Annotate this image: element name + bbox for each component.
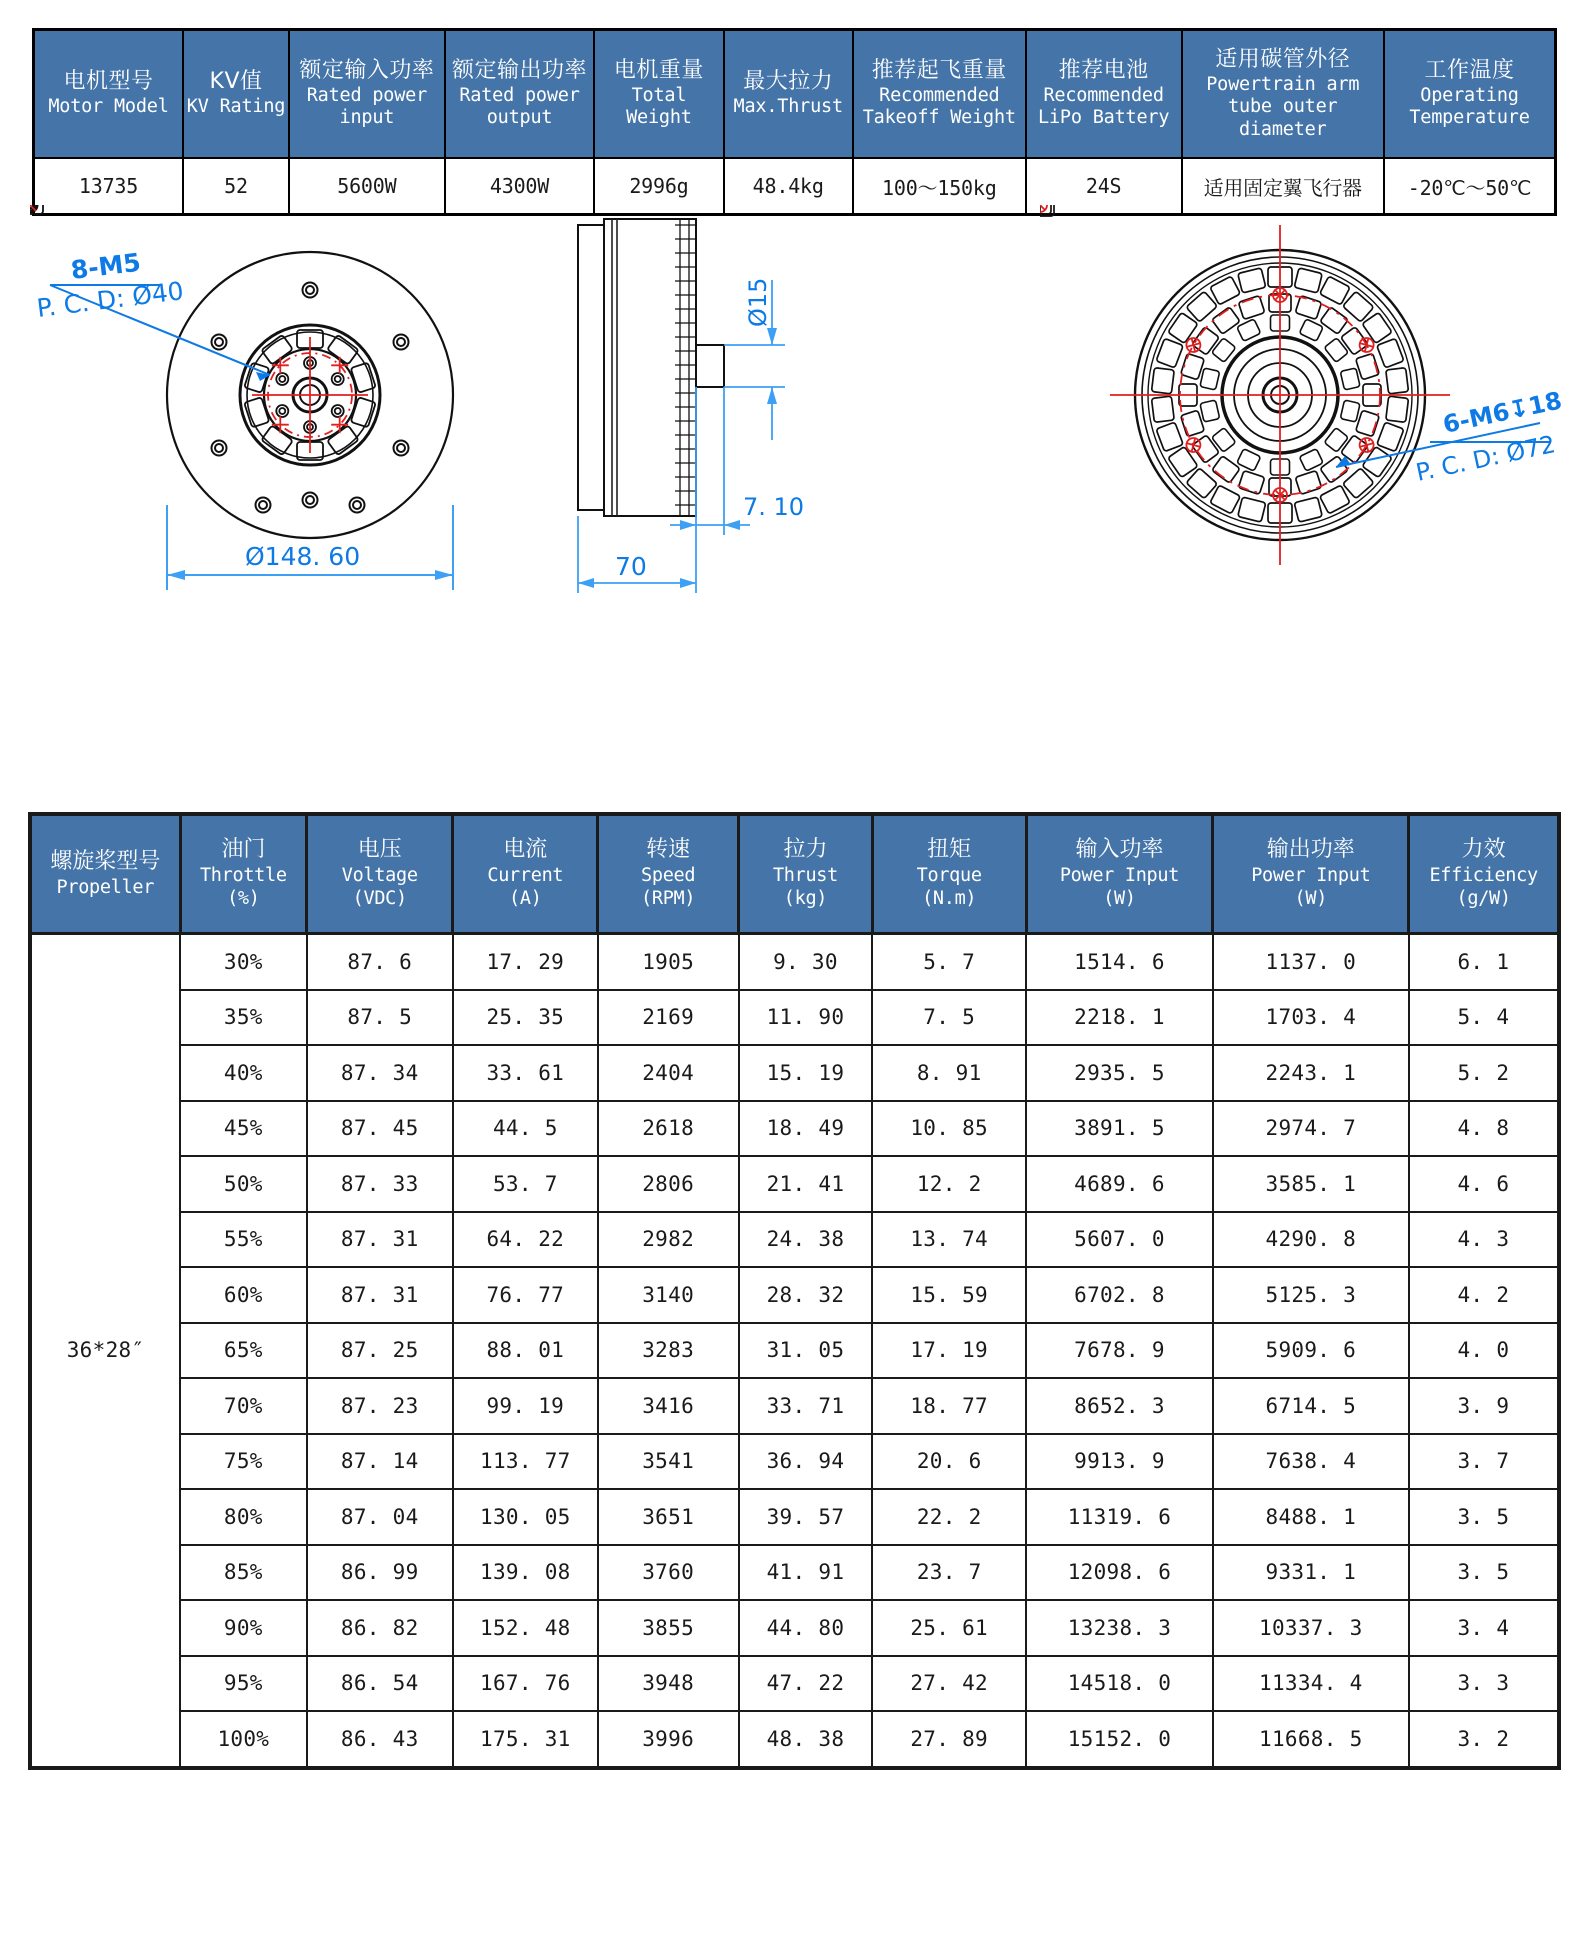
perf-cell-speed: 3541 — [598, 1434, 739, 1490]
perf-cell-efficiency: 3. 9 — [1409, 1378, 1559, 1434]
perf-header-en: Thrust — [772, 865, 838, 887]
perf-cell-torque: 20. 6 — [872, 1434, 1026, 1490]
specification-table-container — [32, 28, 1557, 216]
perf-header-unit: (VDC) — [352, 888, 407, 910]
spec-header-rated-power-input — [289, 30, 445, 159]
perf-cell-efficiency: 3. 4 — [1409, 1600, 1559, 1656]
perf-cell-efficiency: 4. 8 — [1409, 1101, 1559, 1157]
perf-cell-power-output: 11334. 4 — [1213, 1656, 1409, 1712]
perf-cell-throttle: 40% — [180, 1045, 306, 1101]
spec-header-kv-rating — [183, 30, 289, 159]
table-row — [30, 1600, 1559, 1656]
perf-cell-voltage: 87. 25 — [307, 1323, 453, 1379]
table-row — [30, 1434, 1559, 1490]
perf-cell-voltage: 87. 14 — [307, 1434, 453, 1490]
table-row — [30, 1101, 1559, 1157]
perf-cell-power-input: 9913. 9 — [1026, 1434, 1213, 1490]
table-row — [30, 934, 1559, 990]
spec-header-cn: KV值 — [209, 69, 263, 95]
perf-header-en: Torque — [916, 865, 982, 887]
spec-header-en: KV Rating — [186, 96, 286, 118]
perf-cell-throttle: 45% — [180, 1101, 306, 1157]
perf-cell-thrust: 48. 38 — [739, 1711, 873, 1768]
perf-cell-power-output: 3585. 1 — [1213, 1156, 1409, 1212]
spec-header-cn: 最大拉力 — [743, 69, 834, 95]
perf-cell-torque: 7. 5 — [872, 990, 1026, 1046]
perf-cell-power-input: 12098. 6 — [1026, 1545, 1213, 1601]
spec-header-en: LiPo Battery — [1038, 107, 1170, 129]
perf-cell-thrust: 21. 41 — [739, 1156, 873, 1212]
spec-header-en: Temperature — [1409, 107, 1530, 129]
perf-cell-current: 130. 05 — [453, 1489, 598, 1545]
table-row — [30, 1711, 1559, 1768]
perf-header-unit: (W) — [1294, 888, 1328, 910]
perf-cell-throttle: 95% — [180, 1656, 306, 1712]
spec-header-max-thrust — [724, 30, 853, 159]
perf-cell-current: 175. 31 — [453, 1711, 598, 1768]
callout-pcd-40: P. C. D: Ø40 — [35, 276, 186, 323]
perf-cell-speed: 3760 — [598, 1545, 739, 1601]
spec-header-en: Takeoff Weight — [862, 107, 1016, 129]
perf-cell-speed: 2982 — [598, 1212, 739, 1268]
perf-cell-speed: 3416 — [598, 1378, 739, 1434]
perf-cell-efficiency: 4. 6 — [1409, 1156, 1559, 1212]
perf-cell-speed: 3283 — [598, 1323, 739, 1379]
table-row — [30, 1378, 1559, 1434]
spec-header-operating-temperature — [1384, 30, 1555, 159]
perf-cell-current: 152. 48 — [453, 1600, 598, 1656]
table-row — [30, 1267, 1559, 1323]
perf-cell-voltage: 87. 31 — [307, 1212, 453, 1268]
perf-header-en: Voltage — [341, 865, 418, 887]
performance-table-container — [28, 812, 1561, 1770]
perf-cell-power-input: 3891. 5 — [1026, 1101, 1213, 1157]
perf-cell-power-output: 6714. 5 — [1213, 1378, 1409, 1434]
perf-cell-thrust: 15. 19 — [739, 1045, 873, 1101]
spec-value-motor-model: 13735 — [34, 158, 184, 215]
perf-header-voltage — [307, 814, 453, 934]
spec-header-cn: 工作温度 — [1424, 58, 1515, 84]
spec-header-en: tube outer — [1228, 96, 1338, 118]
spec-header-en: Recommended — [879, 84, 1000, 106]
perf-cell-torque: 12. 2 — [872, 1156, 1026, 1212]
spec-header-en: Total Weight — [626, 84, 692, 129]
perf-cell-power-output: 9331. 1 — [1213, 1545, 1409, 1601]
perf-header-en: Power Input — [1251, 865, 1371, 887]
perf-header-en: Current — [487, 865, 564, 887]
dimension-body-height: 70 — [615, 552, 647, 581]
perf-cell-power-input: 13238. 3 — [1026, 1600, 1213, 1656]
perf-cell-propeller: 36*28″ — [30, 934, 180, 1768]
perf-header-row — [30, 814, 1559, 934]
perf-cell-voltage: 87. 04 — [307, 1489, 453, 1545]
perf-header-cn: 输出功率 — [1266, 837, 1355, 863]
spec-header-en: input — [339, 107, 395, 129]
callout-6-m6: 6-M6↧18 — [1440, 386, 1565, 439]
dimension-overall-diameter: Ø148. 60 — [245, 542, 361, 571]
perf-cell-power-output: 5125. 3 — [1213, 1267, 1409, 1323]
perf-cell-torque: 18. 77 — [872, 1378, 1026, 1434]
technical-drawings-section — [0, 205, 1587, 805]
perf-cell-torque: 15. 59 — [872, 1267, 1026, 1323]
spec-value-lipo-battery: 24S — [1026, 158, 1182, 215]
perf-cell-power-input: 2218. 1 — [1026, 990, 1213, 1046]
perf-cell-throttle: 90% — [180, 1600, 306, 1656]
perf-cell-current: 167. 76 — [453, 1656, 598, 1712]
perf-cell-current: 88. 01 — [453, 1323, 598, 1379]
perf-header-en: Efficiency — [1429, 865, 1538, 887]
perf-header-cn: 油门 — [221, 837, 266, 863]
perf-cell-throttle: 55% — [180, 1212, 306, 1268]
perf-cell-voltage: 86. 82 — [307, 1600, 453, 1656]
perf-header-speed — [598, 814, 739, 934]
perf-cell-power-input: 5607. 0 — [1026, 1212, 1213, 1268]
drawing-top-view — [30, 205, 530, 735]
perf-header-unit: (%) — [227, 888, 260, 910]
perf-cell-voltage: 86. 43 — [307, 1711, 453, 1768]
perf-cell-efficiency: 3. 7 — [1409, 1434, 1559, 1490]
spec-header-motor-model — [34, 30, 184, 159]
perf-cell-throttle: 85% — [180, 1545, 306, 1601]
perf-header-en: Throttle — [199, 865, 287, 887]
spec-header-row — [34, 30, 1556, 159]
perf-cell-power-output: 4290. 8 — [1213, 1212, 1409, 1268]
spec-value-rated-power-input: 5600W — [289, 158, 445, 215]
perf-cell-power-input: 1514. 6 — [1026, 934, 1213, 990]
perf-cell-speed: 2618 — [598, 1101, 739, 1157]
perf-cell-power-input: 6702. 8 — [1026, 1267, 1213, 1323]
perf-cell-voltage: 87. 6 — [307, 934, 453, 990]
spec-header-en: Motor Model — [48, 96, 169, 118]
perf-cell-current: 17. 29 — [453, 934, 598, 990]
perf-cell-efficiency: 3. 2 — [1409, 1711, 1559, 1768]
perf-cell-power-output: 2974. 7 — [1213, 1101, 1409, 1157]
spec-header-arm-tube-diameter — [1182, 30, 1385, 159]
perf-cell-power-input: 14518. 0 — [1026, 1656, 1213, 1712]
perf-header-en: Speed — [641, 865, 696, 887]
perf-cell-torque: 8. 91 — [872, 1045, 1026, 1101]
perf-cell-current: 113. 77 — [453, 1434, 598, 1490]
perf-cell-power-input: 7678. 9 — [1026, 1323, 1213, 1379]
perf-cell-thrust: 41. 91 — [739, 1545, 873, 1601]
spec-header-cn: 适用碳管外径 — [1215, 46, 1351, 72]
perf-cell-torque: 27. 89 — [872, 1711, 1026, 1768]
perf-header-thrust — [739, 814, 873, 934]
spec-header-lipo-battery — [1026, 30, 1182, 159]
spec-header-en: diameter — [1239, 118, 1327, 140]
spec-header-en: Rated power — [306, 84, 428, 106]
perf-cell-power-output: 7638. 4 — [1213, 1434, 1409, 1490]
perf-cell-thrust: 28. 32 — [739, 1267, 873, 1323]
perf-header-cn: 电流 — [503, 837, 548, 863]
perf-cell-thrust: 31. 05 — [739, 1323, 873, 1379]
callout-8-m5: 8-M5 — [69, 247, 143, 285]
perf-header-en: Propeller — [56, 876, 155, 898]
perf-cell-thrust: 11. 90 — [739, 990, 873, 1046]
perf-cell-speed: 1905 — [598, 934, 739, 990]
perf-cell-voltage: 87. 45 — [307, 1101, 453, 1157]
table-row — [30, 1545, 1559, 1601]
perf-header-unit: (RPM) — [641, 888, 696, 910]
perf-cell-throttle: 70% — [180, 1378, 306, 1434]
perf-cell-throttle: 75% — [180, 1434, 306, 1490]
spec-header-takeoff-weight — [853, 30, 1026, 159]
perf-header-propeller — [30, 814, 180, 934]
perf-cell-current: 25. 35 — [453, 990, 598, 1046]
perf-cell-speed: 3948 — [598, 1656, 739, 1712]
table-row — [30, 990, 1559, 1046]
perf-cell-power-input: 15152. 0 — [1026, 1711, 1213, 1768]
spec-header-cn: 额定输入功率 — [299, 58, 435, 84]
perf-header-en: Power Input — [1059, 865, 1180, 887]
spec-value-takeoff-weight: 100～150kg — [853, 158, 1026, 215]
spec-header-total-weight — [594, 30, 723, 159]
perf-cell-efficiency: 6. 1 — [1409, 934, 1559, 990]
perf-cell-power-output: 10337. 3 — [1213, 1600, 1409, 1656]
perf-header-power-output — [1213, 814, 1409, 934]
spec-header-rated-power-output — [445, 30, 595, 159]
perf-header-unit: (N.m) — [922, 888, 977, 910]
perf-cell-power-output: 2243. 1 — [1213, 1045, 1409, 1101]
perf-header-power-input — [1026, 814, 1213, 934]
perf-cell-efficiency: 4. 3 — [1409, 1212, 1559, 1268]
spec-header-cn: 额定输出功率 — [452, 58, 588, 84]
perf-header-cn: 电压 — [357, 837, 402, 863]
perf-cell-thrust: 39. 57 — [739, 1489, 873, 1545]
perf-header-cn: 拉力 — [783, 837, 828, 863]
spec-value-operating-temperature: -20℃～50℃ — [1384, 158, 1555, 215]
perf-header-cn: 力效 — [1461, 837, 1506, 863]
perf-header-cn: 螺旋桨型号 — [50, 849, 161, 875]
perf-cell-current: 33. 61 — [453, 1045, 598, 1101]
perf-header-unit: (g/W) — [1456, 888, 1511, 910]
perf-cell-speed: 2806 — [598, 1156, 739, 1212]
spec-header-en: Rated power — [459, 84, 580, 106]
perf-header-cn: 输入功率 — [1075, 837, 1164, 863]
perf-cell-torque: 27. 42 — [872, 1656, 1026, 1712]
perf-header-current — [453, 814, 598, 934]
drawing-bottom-view — [1040, 205, 1580, 635]
perf-cell-power-output: 1137. 0 — [1213, 934, 1409, 990]
performance-table — [28, 812, 1561, 1770]
perf-cell-current: 76. 77 — [453, 1267, 598, 1323]
perf-header-unit: (A) — [509, 888, 542, 910]
perf-cell-throttle: 60% — [180, 1267, 306, 1323]
performance-table-body — [30, 934, 1559, 1768]
table-row — [30, 1656, 1559, 1712]
spec-header-cn: 推荐电池 — [1058, 58, 1149, 84]
perf-cell-speed: 3140 — [598, 1267, 739, 1323]
perf-cell-speed: 3996 — [598, 1711, 739, 1768]
table-row — [30, 1045, 1559, 1101]
perf-cell-speed: 2169 — [598, 990, 739, 1046]
perf-cell-efficiency: 5. 4 — [1409, 990, 1559, 1046]
spec-value-total-weight: 2996g — [594, 158, 723, 215]
perf-cell-current: 99. 19 — [453, 1378, 598, 1434]
perf-cell-power-input: 2935. 5 — [1026, 1045, 1213, 1101]
perf-cell-throttle: 35% — [180, 990, 306, 1046]
spec-value-rated-power-output: 4300W — [445, 158, 595, 215]
perf-cell-current: 53. 7 — [453, 1156, 598, 1212]
perf-cell-torque: 13. 74 — [872, 1212, 1026, 1268]
perf-header-torque — [872, 814, 1026, 934]
spec-value-max-thrust: 48.4kg — [724, 158, 853, 215]
perf-header-throttle — [180, 814, 306, 934]
perf-header-efficiency — [1409, 814, 1559, 934]
perf-cell-thrust: 18. 49 — [739, 1101, 873, 1157]
perf-cell-voltage: 87. 31 — [307, 1267, 453, 1323]
perf-header-unit: (W) — [1103, 888, 1136, 910]
perf-cell-efficiency: 5. 2 — [1409, 1045, 1559, 1101]
spec-header-en: Max.Thrust — [733, 96, 843, 118]
perf-cell-throttle: 65% — [180, 1323, 306, 1379]
perf-cell-thrust: 33. 71 — [739, 1378, 873, 1434]
perf-cell-throttle: 80% — [180, 1489, 306, 1545]
perf-cell-efficiency: 4. 0 — [1409, 1323, 1559, 1379]
perf-cell-power-output: 11668. 5 — [1213, 1711, 1409, 1768]
perf-cell-efficiency: 3. 3 — [1409, 1656, 1559, 1712]
perf-cell-torque: 22. 2 — [872, 1489, 1026, 1545]
perf-cell-speed: 3651 — [598, 1489, 739, 1545]
perf-cell-thrust: 36. 94 — [739, 1434, 873, 1490]
perf-cell-power-output: 8488. 1 — [1213, 1489, 1409, 1545]
spec-header-en: Recommended — [1043, 84, 1164, 106]
perf-cell-current: 64. 22 — [453, 1212, 598, 1268]
spec-value-kv-rating: 52 — [183, 158, 289, 215]
perf-cell-power-input: 4689. 6 — [1026, 1156, 1213, 1212]
perf-cell-voltage: 87. 23 — [307, 1378, 453, 1434]
perf-cell-power-input: 8652. 3 — [1026, 1378, 1213, 1434]
perf-cell-throttle: 30% — [180, 934, 306, 990]
spec-header-cn: 电机重量 — [613, 58, 704, 84]
perf-header-unit: (kg) — [783, 888, 828, 910]
perf-cell-throttle: 100% — [180, 1711, 306, 1768]
spec-header-cn: 电机型号 — [63, 69, 154, 95]
spec-value-arm-tube-diameter: 适用固定翼飞行器 — [1182, 158, 1385, 215]
perf-cell-voltage: 86. 99 — [307, 1545, 453, 1601]
table-row — [30, 1323, 1559, 1379]
perf-cell-torque: 10. 85 — [872, 1101, 1026, 1157]
perf-header-cn: 转速 — [646, 837, 691, 863]
perf-cell-power-output: 1703. 4 — [1213, 990, 1409, 1046]
drawing-side-view — [560, 205, 980, 635]
perf-cell-power-input: 11319. 6 — [1026, 1489, 1213, 1545]
perf-cell-speed: 2404 — [598, 1045, 739, 1101]
perf-cell-voltage: 86. 54 — [307, 1656, 453, 1712]
perf-cell-power-output: 5909. 6 — [1213, 1323, 1409, 1379]
specification-table — [32, 28, 1557, 216]
table-row — [30, 1212, 1559, 1268]
spec-header-cn: 推荐起飞重量 — [871, 58, 1007, 84]
perf-cell-voltage: 87. 5 — [307, 990, 453, 1046]
perf-cell-thrust: 9. 30 — [739, 934, 873, 990]
spec-header-en: Operating — [1420, 84, 1519, 106]
perf-cell-thrust: 24. 38 — [739, 1212, 873, 1268]
dimension-shaft-diameter: Ø15 — [744, 277, 772, 327]
perf-cell-current: 139. 08 — [453, 1545, 598, 1601]
perf-cell-efficiency: 4. 2 — [1409, 1267, 1559, 1323]
spec-header-en: Powertrain arm — [1206, 73, 1360, 95]
table-row — [30, 1156, 1559, 1212]
perf-cell-torque: 17. 19 — [872, 1323, 1026, 1379]
perf-header-cn: 扭矩 — [927, 837, 972, 863]
dimension-shaft-length: 7. 10 — [743, 493, 805, 521]
perf-cell-voltage: 87. 33 — [307, 1156, 453, 1212]
perf-cell-efficiency: 3. 5 — [1409, 1545, 1559, 1601]
table-row — [30, 1489, 1559, 1545]
perf-cell-torque: 23. 7 — [872, 1545, 1026, 1601]
perf-cell-voltage: 87. 34 — [307, 1045, 453, 1101]
perf-cell-torque: 5. 7 — [872, 934, 1026, 990]
perf-cell-thrust: 47. 22 — [739, 1656, 873, 1712]
perf-cell-efficiency: 3. 5 — [1409, 1489, 1559, 1545]
perf-cell-torque: 25. 61 — [872, 1600, 1026, 1656]
perf-cell-current: 44. 5 — [453, 1101, 598, 1157]
perf-cell-speed: 3855 — [598, 1600, 739, 1656]
callout-pcd-72: P. C. D: Ø72 — [1413, 430, 1558, 487]
perf-cell-thrust: 44. 80 — [739, 1600, 873, 1656]
spec-header-en: output — [486, 107, 553, 129]
perf-cell-throttle: 50% — [180, 1156, 306, 1212]
